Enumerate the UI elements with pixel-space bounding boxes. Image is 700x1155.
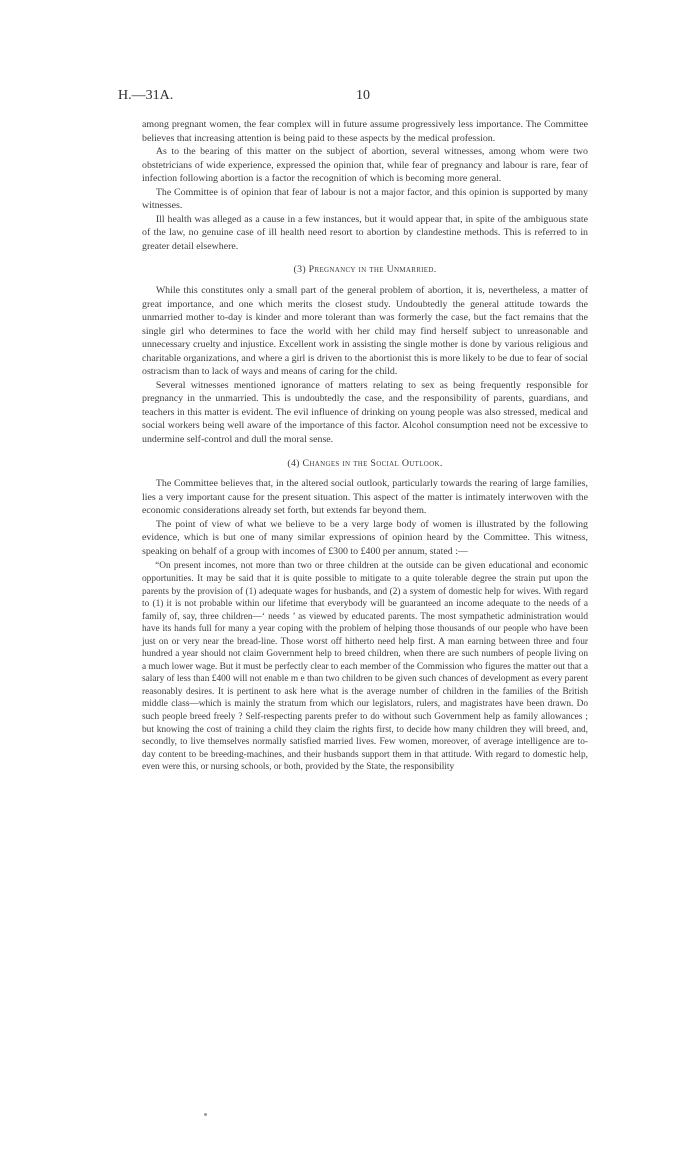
section-heading-social-outlook: (4) Changes in the Social Outlook. (287, 457, 443, 469)
document-reference: H.—31A. (118, 88, 174, 103)
paragraph: The Committee is of opinion that fear of labour is not a major factor, and this opinion is supported by many witnesses. (142, 186, 588, 212)
paragraph: among pregnant women, the fear complex will in future assume progressively less importance. The Committee believes that increasing attention is being paid to these aspects by the medical profession. (142, 119, 588, 144)
paragraph: As to the bearing of this matter on the subject of abortion, several witnesses, among whom were two obstetricians of wide experience, expressed the opinion that, while fear of pregnancy and labour is rare, fear of infection following abortion is a factor the recognition of which is becoming more general. (142, 146, 588, 185)
ink-speck (204, 1113, 207, 1116)
paragraph: The Committee believes that, in the altered social outlook, particularly towards the rearing of large families, lies a very important cause for the present situation. This aspect of the matter is intimately interwoven with the economic considerations already set forth, but extends far beyond them. (142, 478, 588, 517)
paragraph: The point of view of what we believe to be a very large body of women is illustrated by the following evidence, which is but one of many similar expressions of opinion heard by the Committee. This witness, speaking on behalf of a group with incomes of £300 to £400 per annum, stated :— (142, 518, 588, 557)
paragraph: Several witnesses mentioned ignorance of matters relating to sex as being frequently responsible for pregnancy in the unmarried. This is undoubtedly the case, and the responsibility of parents, guardians, and teachers in this matter is evident. The evil influence of drinking on young people was also stressed, medical and social workers being well aware of the importance of this factor. Alcohol consumption need not be excessive to undermine self-control and dull the moral sense. (142, 379, 588, 446)
paragraph: While this constitutes only a small part of the general problem of abortion, it is, nevertheless, a matter of great importance, and one which merits the closest study. Undoubtedly the general attitude towards the unmarried mother to-day is kinder and more tolerant than was formerly the case, but the fact remains that the single girl who determines to face the world with her child may find herself subject to unreasonable and unnecessary cruelty and injustice. Excellent work in assisting the single mother is done by various religious and charitable organizations, and where a girl is driven to the abortionist this is more likely to be due to fear of social ostracism than to lack of ways and means of caring for the child. (142, 285, 588, 378)
page-header (118, 88, 618, 108)
body-text (142, 118, 588, 774)
section-heading-pregnancy-unmarried: (3) Pregnancy in the Unmarried. (293, 264, 437, 276)
page-number: 10 (356, 88, 370, 103)
witness-quotation: “On present incomes, not more than two or three children at the outside can be given educational and economic opportunities. It may be said that it is quite possible to mitigate to a quite tolerable degree the strain put upon the parents by the provision of (1) adequate wages for husbands, and (2) a system of domestic help for wives. With regard to (1) it is not probable within our lifetime that everybody will be guaranteed an income adequate to the needs of a family of, say, three children—‘ needs ’ as viewed by educated parents. The most sympathetic administration would have its hands full for many a year coping with the problem of helping those thousands of our people who have been just on or very near the bread-line. Those worst off hitherto need help first. A man earning between three and four hundred a year should not claim Government help to breed children, when there are such numbers of people living on a much lower wage. But it must be perfectly clear to each member of the Commission who figures the matter out that a salary of less than £400 will not enable m e than two children to be given such chances of development as every parent reasonably desires. It is pertinent to ask here what is the average number of children in the families of the British middle class—which is mainly the stratum from which our legislators, rulers, and magistrates have been drawn. Do such people breed freely ? Self-respecting parents prefer to do without such Government help as family allowances ; but knowing the cost of training a child they claim the rights first, to decide how many children they will breed, and, secondly, to live themselves normally satisfied married lives. Few women, moreover, of average intelligence are to-day content to be breeding-machines, and their husbands support them in that attitude. With regard to domestic help, even were this, or nursing schools, or both, provided by the State, the responsibility (142, 561, 588, 773)
paragraph: Ill health was alleged as a cause in a few instances, but it would appear that, in spite of the ambiguous state of the law, no genuine case of ill health need resort to abortion by clandestine methods. This is referred to in greater detail elsewhere. (142, 213, 588, 252)
